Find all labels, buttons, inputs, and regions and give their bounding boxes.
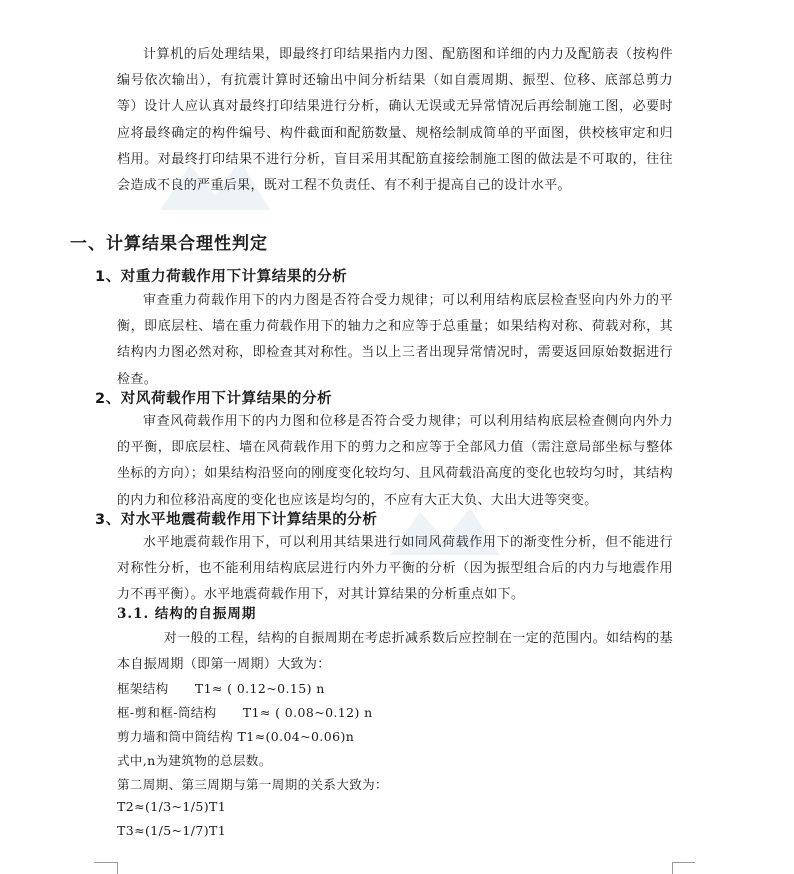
- formula-line: 框-剪和框-筒结构 T1≈ ( 0.08~0.12) n: [117, 705, 373, 720]
- formula-line: 式中,n为建筑物的总层数。: [117, 753, 272, 768]
- heading-natural-period: 3.1. 结构的自振周期: [117, 606, 257, 622]
- wind-load-paragraph: 审查风荷载作用下的内力图和位移是否符合受力规律；可以利用结构底层检查侧向内外力的平衡，即底层柱、墙在风荷载作用下的剪力之和应等于全部风力值（需注意局部坐标与整体坐标的方向）；如果结构沿竖向的刚度变化较均匀、且风荷载沿高度的变化也较均匀时，其结构的内力和位移沿高度的变化也应该是均匀的，不应有大正大负、大出大进等突变。: [117, 414, 673, 508]
- gravity-load-paragraph: 审查重力荷载作用下的内力图是否符合受力规律；可以利用结构底层检查竖向内外力的平衡，即底层柱、墙在重力荷载作用下的轴力之和应等于总重量；如果结构对称、荷载对称，其结构内力图必然对称，即检查其对称性。当以上三者出现异常情况时，需要返回原始数据进行检查。: [117, 293, 673, 387]
- formula-line: 第二周期、第三周期与第一周期的关系大致为：: [117, 777, 388, 792]
- heading-seismic-load: 3、对水平地震荷载作用下计算结果的分析: [95, 512, 378, 528]
- crop-mark: [94, 862, 117, 863]
- crop-mark: [117, 862, 118, 874]
- heading-gravity-load: 1、对重力荷载作用下计算结果的分析: [95, 269, 348, 285]
- formula-line: 剪力墙和筒中筒结构 T1≈(0.04~0.06)n: [117, 729, 355, 744]
- seismic-load-paragraph: 水平地震荷载作用下，可以利用其结果进行如同风荷载作用下的渐变性分析，但不能进行对称性分析，也不能利用结构底层进行内外力平衡的分析（因为振型组合后的内力与地震作用力不再平衡）。水平地震荷载作用下，对其计算结果的分析重点如下。: [117, 535, 673, 603]
- heading-computation-check: 一、计算结果合理性判定: [70, 234, 268, 254]
- formula-line: T2≈(1/3~1/5)T1: [117, 799, 227, 814]
- intro-paragraph: 计算机的后处理结果，即最终打印结果指内力图、配筋图和详细的内力及配筋表（按构件编号依次输出），有抗震计算时还输出中间分析结果（如自震周期、振型、位移、底部总剪力等）设计人应认真对最终打印结果进行分析，确认无误或无异常情况后再绘制施工图，必要时应将最终确定的构件编号、构件截面和配筋数量、规格绘制成简单的平面图，供校核审定和归档用。对最终打印结果不进行分析，盲目采用其配筋直接绘制施工图的做法是不可取的，往往会造成不良的严重后果，既对工程不负责任、有不利于提高自己的设计水平。: [117, 47, 673, 194]
- formula-line: 框架结构 T1≈ ( 0.12~0.15) n: [117, 681, 325, 696]
- crop-mark: [672, 862, 695, 863]
- heading-wind-load: 2、对风荷载作用下计算结果的分析: [95, 391, 333, 407]
- formula-line: T3≈(1/5~1/7)T1: [117, 823, 227, 838]
- natural-period-paragraph: 对一般的工程，结构的自振周期在考虑折减系数后应控制在一定的范围内。如结构的基本自振周期（即第一周期）大致为：: [117, 631, 673, 673]
- crop-mark: [672, 862, 673, 874]
